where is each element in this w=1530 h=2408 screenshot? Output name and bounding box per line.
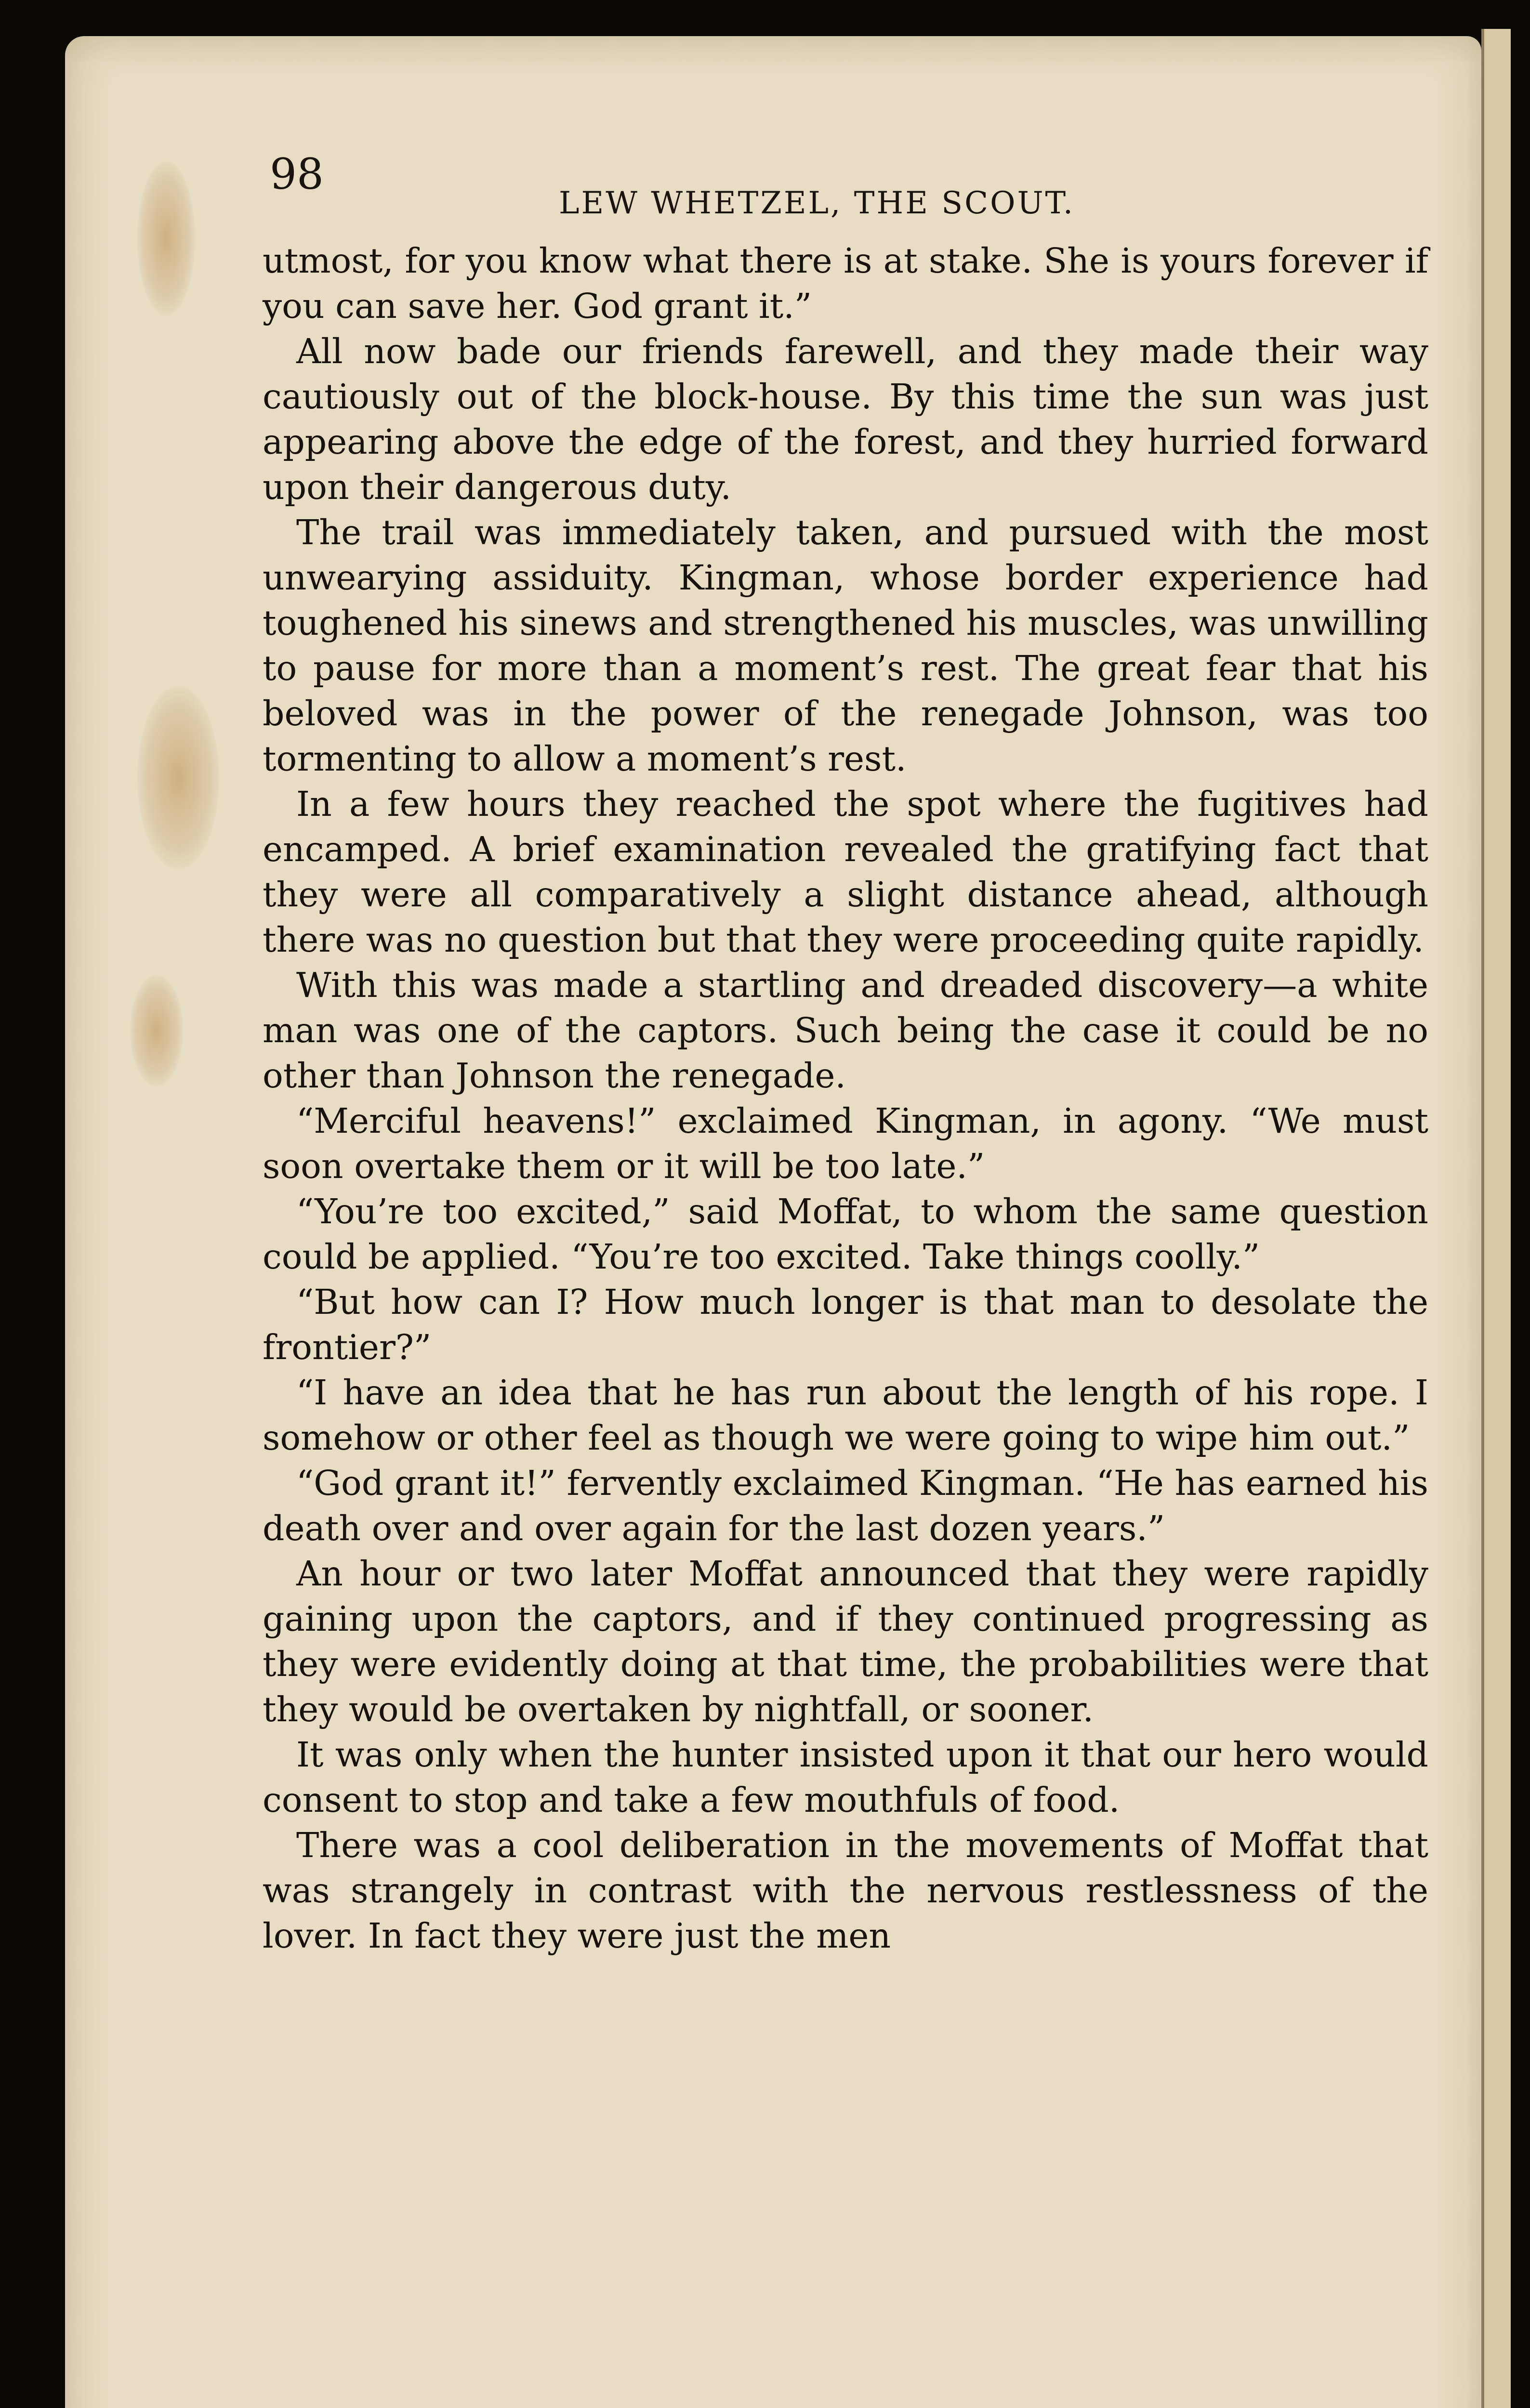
paragraph: It was only when the hunter insisted upon it that our hero would consent to stop and take a few mouthfuls of food. [263, 1735, 1428, 1820]
paragraph: There was a cool deliberation in the movements of Moffat that was strangely in contrast with the nervous restlessness of the lover. In fact they were just the men [263, 1825, 1428, 1956]
paragraph: An hour or two later Moffat announced that they were rapidly gaining upon the captors, and if they continued progressing as they were evidently doing at that time, the probabilities were that they would be overtaken by nightfall, or sooner. [263, 1554, 1428, 1729]
paragraph: The trail was immediately taken, and pursued with the most unwearying assiduity. Kingman, whose border experience had toughened his sinews and strengthened his muscles, was unwilling to pause for more than a moment’s rest. The great fear that his beloved was in the power of the renegade Johnson, was too tormenting to allow a moment’s rest. [263, 512, 1428, 779]
paragraph: “Merciful heavens!” exclaimed Kingman, in agony. “We must soon overtake them or it will be too late.” [263, 1101, 1428, 1186]
paragraph: “God grant it!” fervently exclaimed Kingman. “He has earned his death over and over again for the last dozen years.” [263, 1463, 1428, 1548]
running-head: LEW WHETZEL, THE SCOUT. [559, 185, 1075, 221]
foxing-stain [137, 686, 219, 869]
paragraph: “I have an idea that he has run about the length of his rope. I somehow or other feel as though we were going to wipe him out.” [263, 1373, 1428, 1458]
paragraph: utmost, for you know what there is at stake. She is yours forever if you can save her. God grant it.” [263, 241, 1428, 326]
facing-page-edge [1481, 29, 1511, 2408]
foxing-stain [137, 161, 195, 315]
foxing-stain [130, 975, 183, 1086]
paragraph: With this was made a startling and dreaded discovery—a white man was one of the captors. Such being the case it could be no other than Johnson the renegade. [263, 965, 1428, 1096]
paragraph: “But how can I? How much longer is that man to desolate the frontier?” [263, 1282, 1428, 1367]
paragraph: In a few hours they reached the spot where the fugitives had encamped. A brief examination revealed the gratifying fact that they were all comparatively a slight distance ahead, although there was no question but that they were proceeding quite rapidly. [263, 784, 1428, 960]
page-number: 98 [270, 149, 324, 199]
paragraph: “You’re too excited,” said Moffat, to whom the same question could be applied. “You’re too excited. Take things coolly.” [263, 1191, 1428, 1277]
paragraph: All now bade our friends farewell, and they made their way cautiously out of the block-house. By this time the sun was just appearing above the edge of the forest, and they hurried forward upon their dangerous duty. [263, 331, 1428, 507]
body-text [263, 238, 1428, 1959]
